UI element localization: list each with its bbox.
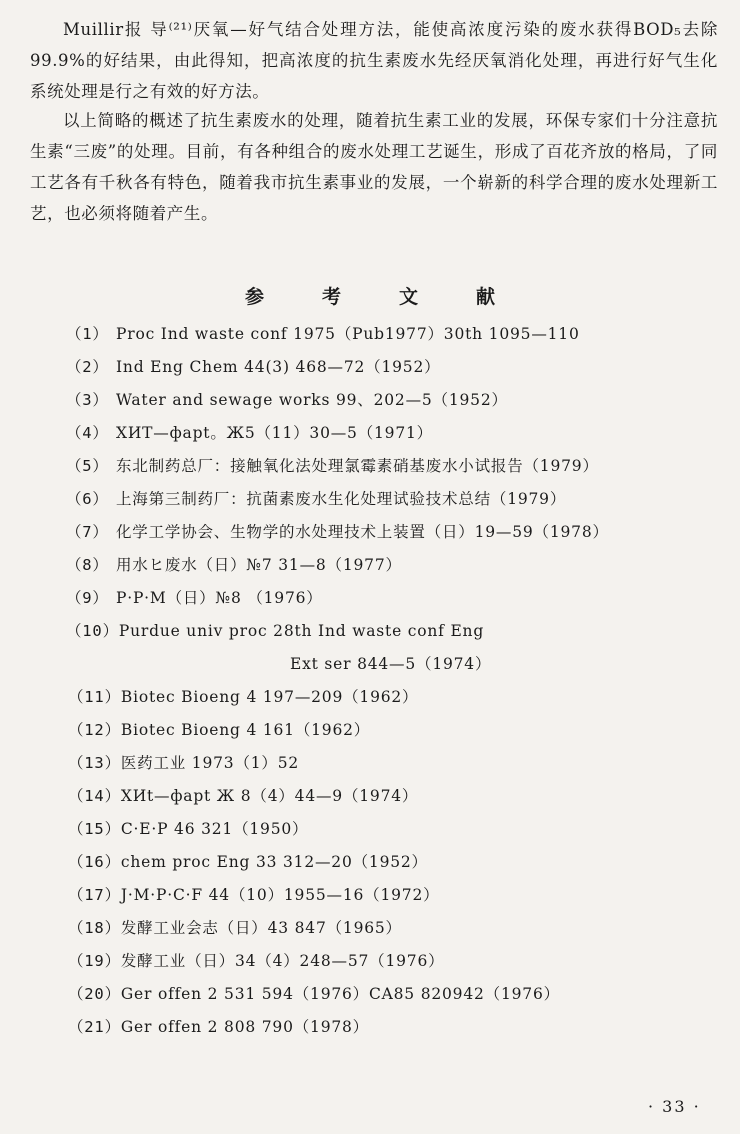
page-number: · 33 · <box>648 1097 701 1116</box>
reference-item: （19）发酵工业（日）34（4）248—57（1976） <box>68 952 445 970</box>
reference-item: （16）chem proc Eng 33 312—20（1952） <box>68 853 428 871</box>
reference-item: （10）Purdue univ proc 28th Ind waste conf Eng <box>66 622 485 640</box>
reference-item: （12）Biotec Bioeng 4 161（1962） <box>68 721 371 739</box>
reference-item: （20）Ger offen 2 531 594（1976）CA85 820942（1976） <box>68 985 560 1003</box>
reference-item: （1） Proc Ind waste conf 1975（Pub1977）30th 1095—110 <box>66 325 580 343</box>
reference-item: （6） 上海第三制药厂：抗菌素废水生化处理试验技术总结（1979） <box>66 490 567 508</box>
reference-item: （7） 化学工学协会、生物学的水处理技术上装置（日）19—59（1978） <box>66 523 609 541</box>
reference-item: （21）Ger offen 2 808 790（1978） <box>68 1018 369 1036</box>
body-paragraph-2: 以上简略的概述了抗生素废水的处理，随着抗生素工业的发展，环保专家们十分注意抗生素“三废”的处理。目前，有各种组合的废水处理工艺诞生，形成了百花齐放的格局，了同工艺各有千秋各有特色，随着我市抗生素事业的发展，一个崭新的科学合理的废水处理新工艺，也必须将随着产生。 <box>30 111 718 223</box>
reference-item: （4） XИT—фapt。Ж5（11）30—5（1971） <box>66 424 433 442</box>
reference-item: （18）发酵工业会志（日）43 847（1965） <box>68 919 402 937</box>
reference-item: （11）Biotec Bioeng 4 197—209（1962） <box>68 688 419 706</box>
body-paragraph-1: Muillir报 导⁽²¹⁾厌氧—好气结合处理方法，能使高浓度污染的废水获得BOD₅去除99.9%的好结果，由此得知，把高浓度的抗生素废水先经厌氧消化处理，再进行好气生化系统处理是行之有效的好方法。 <box>30 20 718 101</box>
reference-item: （3） Water and sewage works 99、202—5（1952） <box>66 391 508 409</box>
reference-item: （13）医药工业 1973（1）52 <box>68 754 300 772</box>
reference-item: （2） Ind Eng Chem 44(3) 468—72（1952） <box>66 358 441 376</box>
reference-item: （9） P·P·M（日）№8 （1976） <box>66 589 323 607</box>
reference-item: （17）J·M·P·C·F 44（10）1955—16（1972） <box>68 886 440 904</box>
references-heading: 参考文献 <box>244 286 553 308</box>
reference-item: （5） 东北制药总厂：接触氧化法处理氯霉素硝基废水小试报告（1979） <box>66 457 599 475</box>
reference-item: （8） 用水ヒ废水（日）№7 31—8（1977） <box>66 556 402 574</box>
reference-item-continuation: Ext ser 844—5（1974） <box>290 655 492 673</box>
reference-item: （14）XИt—фapt Ж 8（4）44—9（1974） <box>68 787 419 805</box>
reference-item: （15）C·E·P 46 321（1950） <box>68 820 309 838</box>
